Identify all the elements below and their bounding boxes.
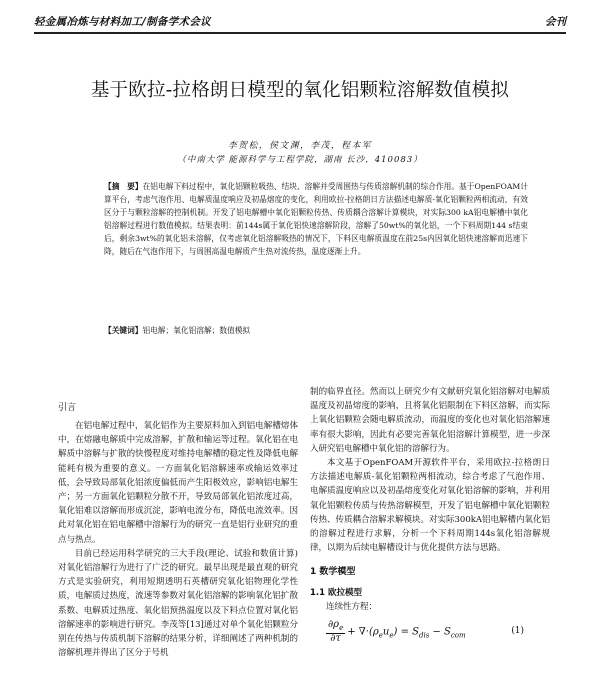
- continuity-equation: [310, 618, 550, 644]
- continuity-label: 连续性方程：: [326, 602, 378, 613]
- equation-body: $\frac{\partial\rho_e}{\partial\tau}$ + $\nabla\cdot(\rho_eu_e) = S_{dis} - S_{com}$: [328, 619, 466, 645]
- abstract-text: 在铝电解下料过程中，氧化铝颗粒吸热、结块、溶解并受周围热与传质溶解机制的综合作用。基于OpenFOAM计算平台，考虑气泡作用、电解质温度响应及初晶熔度的变化，利用欧拉-拉格朗日方法描述电解质-氧化铝颗粒两相流动，有效区分于与颗粒溶解的控制机制。开发了铝电解槽中氧化铝颗粒传热、传质耦合溶解计算模块，对实际300 kA铝电解槽中氧化铝溶解过程进行数值模拟。结果表明：前144s属于氧化铝快速溶解阶段，溶解了50wt%的氧化铝，一个下料周期144 s结束后，剩余3wt%的氧化铝未溶解，仅考虑氧化铝溶解吸热的情况下，下料区电解质温度在前25s内因氧化铝快速溶解而迅速下降，随后在气泡作用下，与周围高温电解质产生热对流传热，温度逐渐上升。: [104, 182, 528, 257]
- intro-heading: 引言: [58, 403, 77, 413]
- keywords: [104, 324, 528, 337]
- abstract-label: 【摘 要】: [104, 182, 143, 191]
- header-rule: [34, 32, 566, 34]
- affiliation: （中南大学 能源科学与工程学院，湖南 长沙，410083）: [177, 155, 423, 165]
- subsection-heading-euler: 1.1 欧拉模型: [310, 588, 363, 599]
- intro-paragraph-2: 目前已经运用科学研究的三大手段(理论、试验和数值计算)对氧化铝溶解行为进行了广泛的研究。最早出现是最直观的研究方式是实验研究，利用短期透明石英槽研究氧化铝物理化学性质，电解质过热度，流速等参数对氧化铝溶解的影响氧化铝扩散系数、电解质过热度、氧化铝预热温度以及下料点位置对氧化铝溶解速率的影响进行研究。李茂等[13]通过对单个氧化铝颗粒分别在传热与传质机制下溶解的结果分析，详细阐述了两种机制的溶解机理并得出了区分于号机: [58, 548, 298, 659]
- author-list: 李贺松，侯文渊，李茂，程本军: [227, 141, 373, 151]
- running-header-conference: 轻金属冶炼与材料加工/制备学术会议: [34, 16, 211, 28]
- keywords-text: 铝电解；氧化铝溶解；数值模拟: [142, 326, 251, 335]
- paper-title: 基于欧拉-拉格朗日模型的氧化铝颗粒溶解数值模拟: [90, 80, 510, 101]
- section-heading-model: 1 数学模型: [310, 567, 356, 578]
- intro-paragraph-4: 本文基于OpenFOAM开源软件平台，采用欧拉-拉格朗日方法描述电解质-氧化铝颗粒两相流动，综合考虑了气泡作用、电解质温度响应以及初晶熔度变化对氧化铝溶解的影响，并利用氧化铝颗粒传质与传热溶解模型，开发了铝电解槽中氧化铝颗粒传热、传质耦合溶解求解模块。对实际300kA铝电解槽内氧化铝的溶解过程进行求解，分析一个下料周期144s氧化铝溶解规律，以期为后续电解槽设计与优化提供方法与思路。: [310, 458, 551, 554]
- equation-number: (1): [511, 626, 524, 637]
- running-header-label: 会刊: [545, 16, 566, 28]
- right-column: [310, 385, 550, 644]
- keywords-label: 【关键词】: [104, 326, 143, 335]
- intro-paragraph-1: 在铝电解过程中，氧化铝作为主要原料加入到铝电解槽熔体中，在熔融电解质中完成溶解，扩散和输运等过程。氧化铝在电解质中溶解与扩散的快慢程度对维持电解槽的稳定性及降低电解能耗有极为重要的意义。一方面氧化铝溶解速率或输运效率过低，会导致局部氧化铝浓度偏低而产生阳极效应，影响铝电解生产；另一方面氧化铝颗粒分散不开，导致局部氧化铝浓度过高，氧化铝难以溶解而形成沉淀，影响电流分布，降低电流效率。因此对氧化铝在铝电解槽中溶解行为的研究一直是铝行业研究的重点与热点。: [58, 421, 298, 545]
- intro-paragraph-3: 制的临界直径。然而以上研究少有文献研究氧化铝溶解对电解质温度及初晶熔度的影响，且将氧化铝限制在下料区溶解，而实际上氧化铝颗粒会随电解质流动，而温度的变化也对氧化铝溶解速率有很大影响，因此有必要完善氧化铝溶解计算模型，进一步深入研究铝电解槽中氧化铝的溶解行为。: [310, 387, 550, 454]
- left-column: [58, 400, 298, 660]
- running-header: [34, 14, 566, 30]
- abstract: [104, 180, 528, 258]
